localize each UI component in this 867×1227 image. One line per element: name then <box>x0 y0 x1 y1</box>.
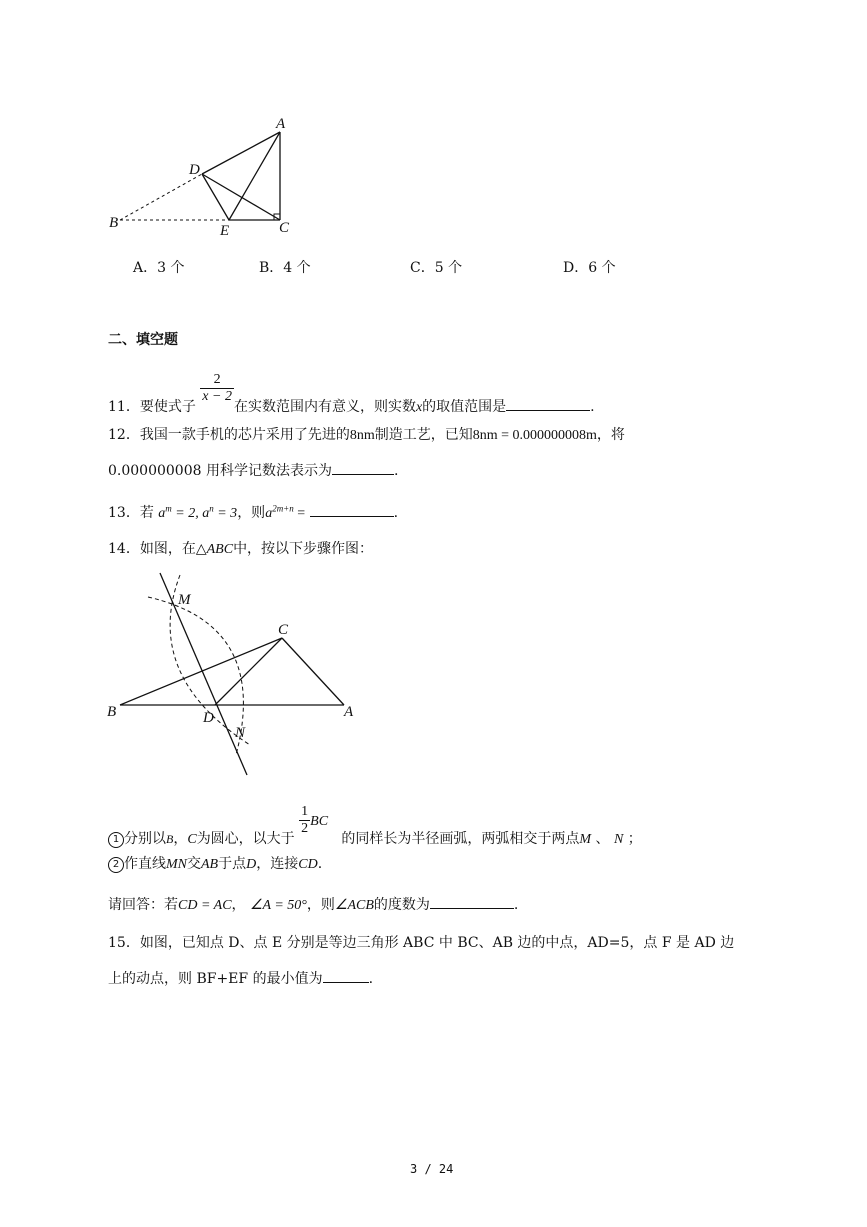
circled-2-icon: 2 <box>108 857 124 873</box>
question-15-line1: 15．如图，已知点 D、点 E 分别是等边三角形 ABC 中 BC、AB 边的中点，AD=5，点 F 是 AD 边 <box>108 935 735 951</box>
label-M: M <box>178 592 191 608</box>
question-14-step1: 1 分别以B，C为圆心，以大于 $\frac{1}{2}$ BC 的同样长为半径画弧，两弧相交于两点M 、 N ； <box>108 804 642 844</box>
option-a: A．3 个 <box>133 260 185 276</box>
label-A: A <box>276 116 286 132</box>
question-14-ask: 请回答：若CD = AC， ∠A = 50°，则∠ACB的度数为 . <box>108 894 518 914</box>
question-12-line2: 0.000000008 用科学记数法表示为 . <box>108 460 398 480</box>
question-13: 13．若 $a^m = 2$, $a^n = 3$，则$a^{2m+n}$ = . <box>108 503 399 521</box>
question-15-line2: 上的动点，则 BF+EF 的最小值为 . <box>108 968 373 988</box>
figure-perpendicular-bisector <box>100 565 370 785</box>
label-N: N <box>235 725 246 741</box>
label-C: C <box>279 220 290 236</box>
option-d: D．6 个 <box>563 260 616 276</box>
label-C2: C <box>278 622 289 638</box>
question-12-line1: 12．我国一款手机的芯片采用了先进的8nm制造工艺，已知8nm = 0.000000008m，将 <box>108 427 625 443</box>
q11-fraction: $\frac{2}{x - 2}$ <box>202 372 232 404</box>
q14-answer-blank <box>430 894 514 909</box>
question-11: 11．要使式子 $\frac{2}{x - 2}$ 在实数范围内有意义，则实数x的取值范围是 . <box>108 372 595 415</box>
q15-answer-blank <box>323 968 369 983</box>
label-B2: B <box>107 704 117 720</box>
q11-answer-blank <box>506 396 590 411</box>
figure-triangle-abc-de <box>100 110 310 240</box>
question-14-step2: 2 作直线MN交AB于点D，连接CD. <box>108 853 322 873</box>
q14-fraction: $\frac{1}{2}$ <box>301 804 309 836</box>
circled-1-icon: 1 <box>108 832 124 848</box>
label-D2: D <box>203 710 214 726</box>
q12-answer-blank <box>332 460 394 475</box>
label-A2: A <box>344 704 354 720</box>
page-number: 3 / 24 <box>410 1162 454 1176</box>
section-title: 二、填空题 <box>108 332 178 348</box>
label-B: B <box>109 215 119 231</box>
option-b: B．4 个 <box>259 260 311 276</box>
label-E: E <box>220 223 230 239</box>
option-c: C．5 个 <box>410 260 463 276</box>
label-D: D <box>189 162 200 178</box>
question-14-intro: 14．如图，在△ABC中，按以下步骤作图： <box>108 541 374 557</box>
q13-answer-blank <box>310 502 394 517</box>
